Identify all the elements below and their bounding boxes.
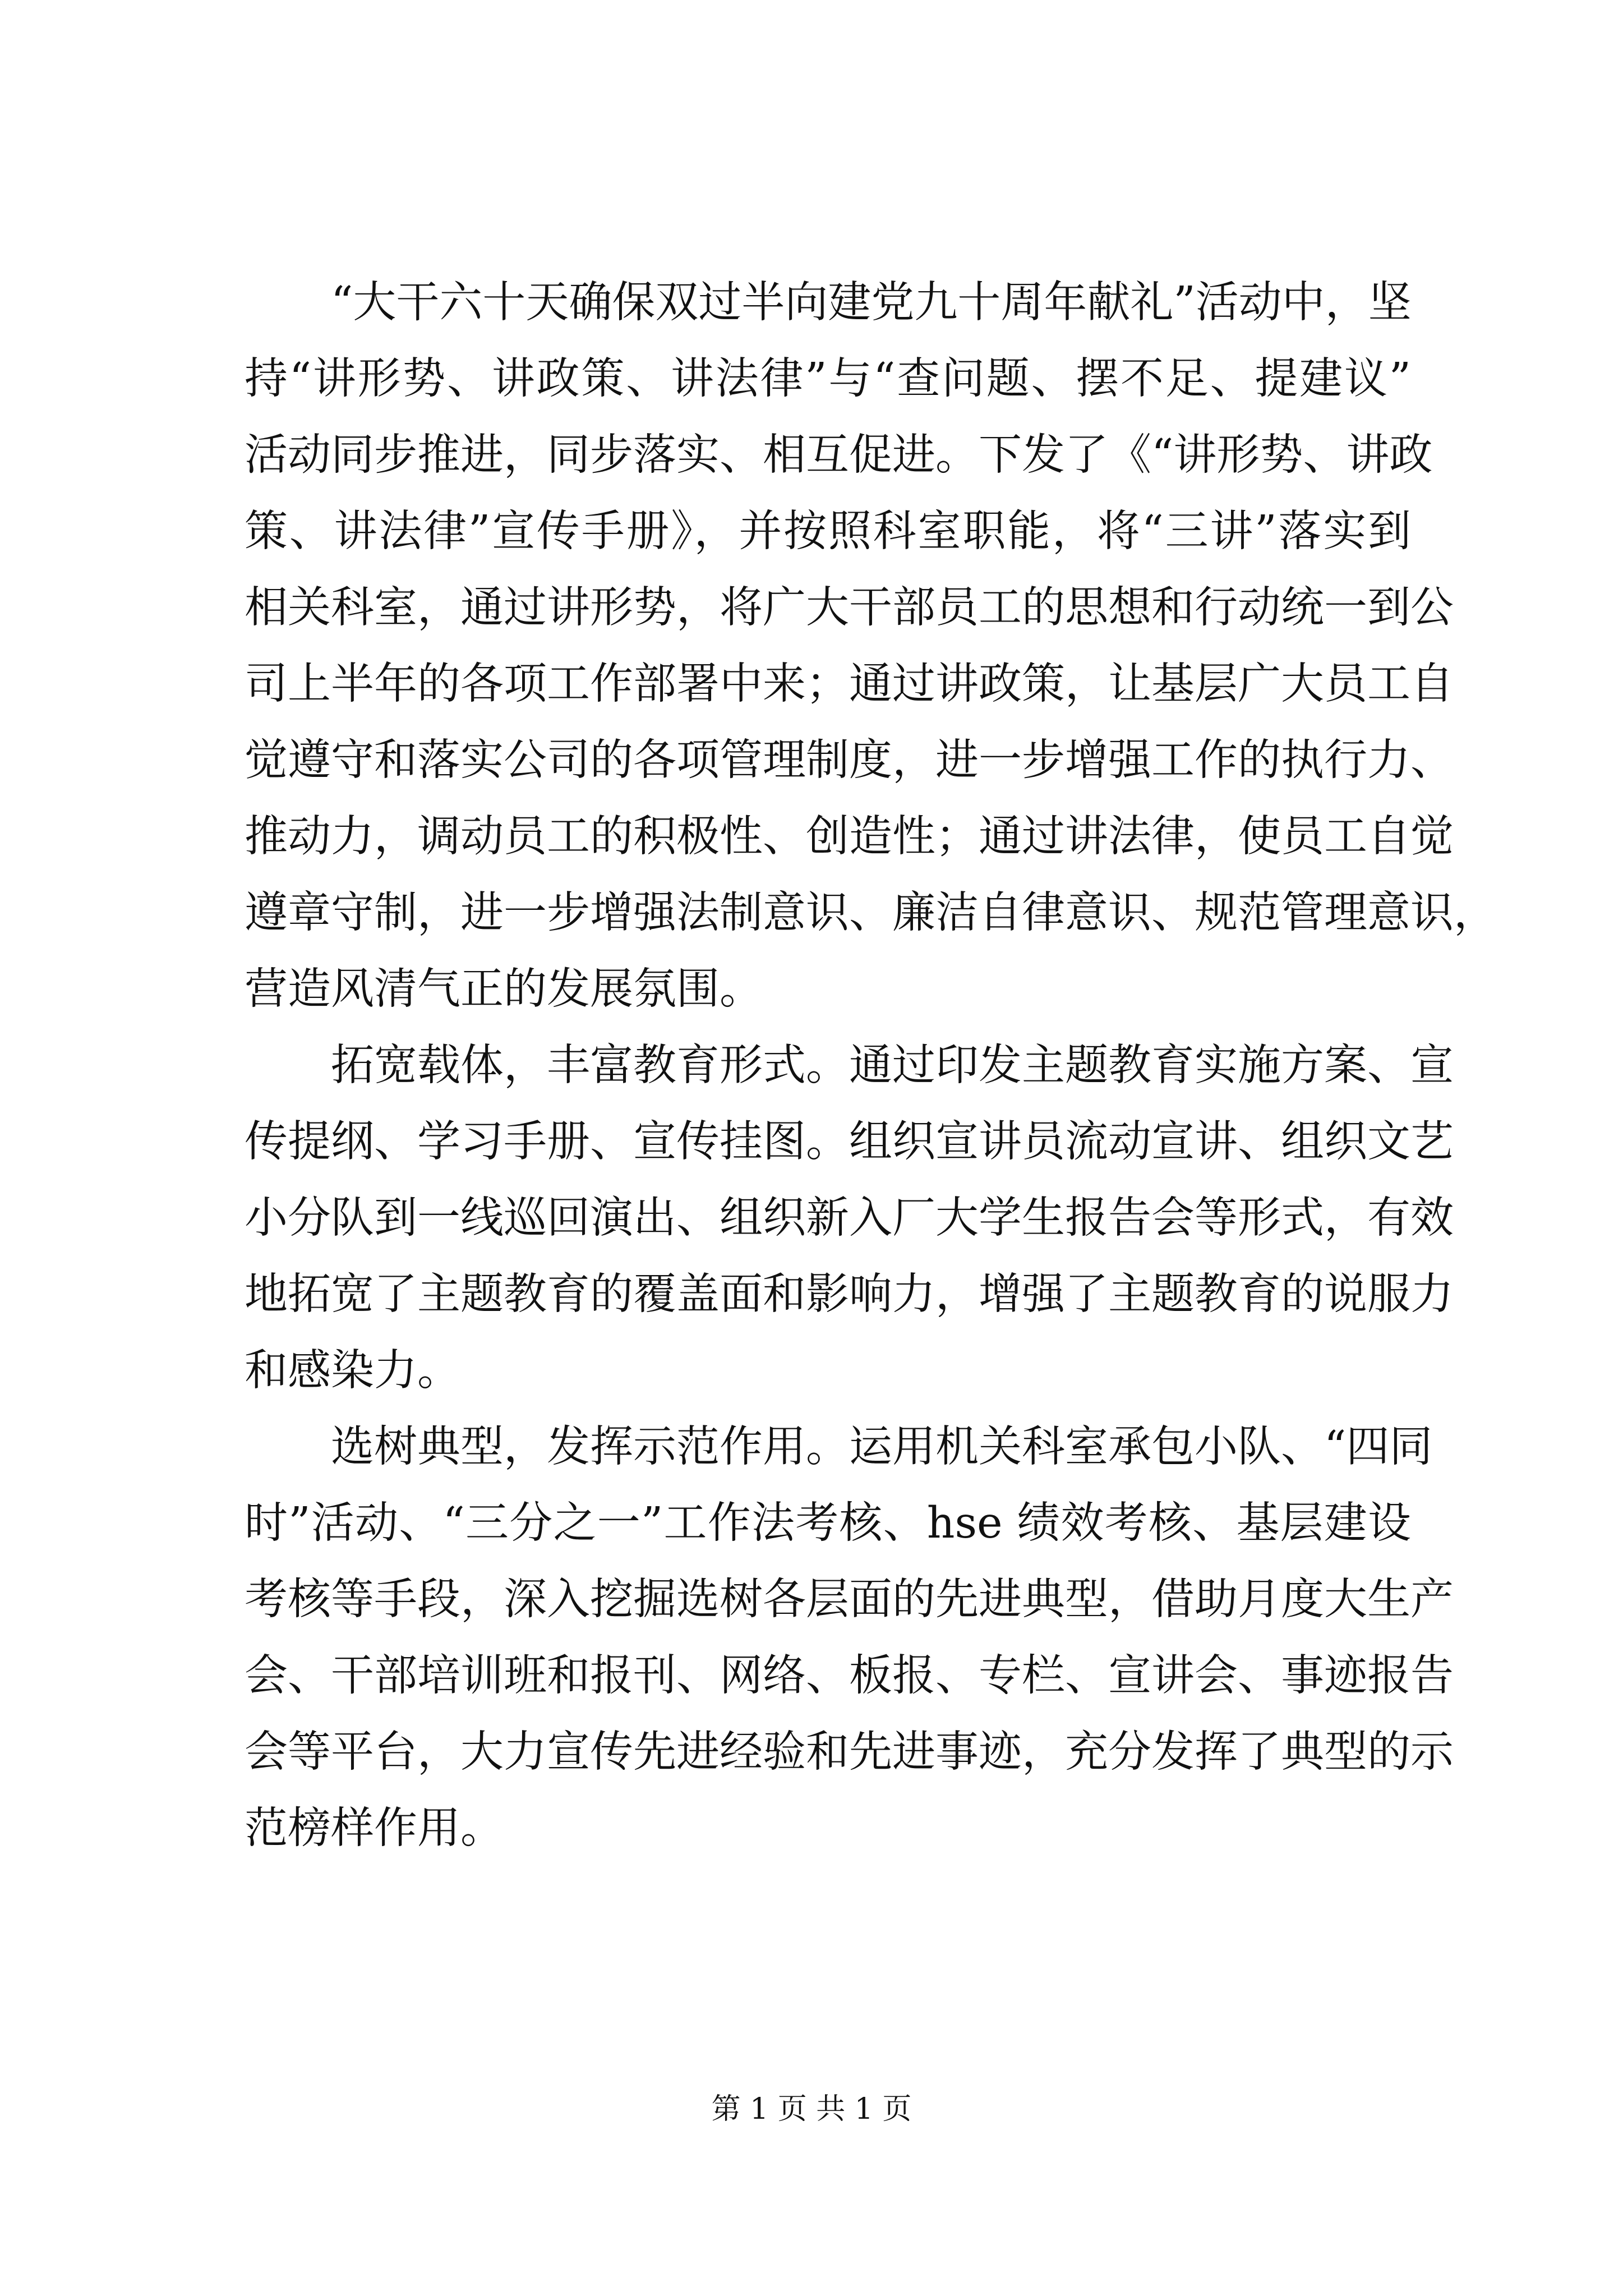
paragraph-1-line-1: “大干六十天确保双过半向建党九十周年献礼”活动中，坚 — [331, 278, 1412, 328]
paragraph-3-line-3: 考核等手段，深入挖掘选树各层面的先进典型，借助月度大生产 — [245, 1575, 1454, 1625]
paragraph-1-line-9: 遵章守制，进一步增强法制意识、廉洁自律意识、规范管理意识， — [245, 888, 1497, 938]
paragraph-1-line-7: 觉遵守和落实公司的各项管理制度，进一步增强工作的执行力、 — [245, 735, 1454, 785]
paragraph-2-line-3: 小分队到一线巡回演出、组织新入厂大学生报告会等形式，有效 — [245, 1193, 1454, 1243]
paragraph-1-line-3: 活动同步推进，同步落实、相互促进。下发了《“讲形势、讲政 — [245, 430, 1433, 480]
paragraph-3-line-5: 会等平台，大力宣传先进经验和先进事迹，充分发挥了典型的示 — [245, 1727, 1454, 1777]
paragraph-3-line-4: 会、干部培训班和报刊、网络、板报、专栏、宣讲会、事迹报告 — [245, 1651, 1454, 1701]
paragraph-1-line-5: 相关科室，通过讲形势，将广大干部员工的思想和行动统一到公 — [245, 583, 1454, 633]
paragraph-3-line-6: 范榜样作用。 — [245, 1803, 504, 1853]
page-number-footer: 第 1 页 共 1 页 — [711, 2092, 912, 2126]
document-body — [245, 265, 1497, 2060]
paragraph-2-line-5: 和感染力。 — [245, 1346, 460, 1396]
paragraph-1-line-8: 推动力，调动员工的积极性、创造性；通过讲法律，使员工自觉 — [245, 812, 1454, 862]
paragraph-1-line-6: 司上半年的各项工作部署中来；通过讲政策，让基层广大员工自 — [245, 659, 1454, 709]
paragraph-3-line-2: 时”活动、“三分之一”工作法考核、hse 绩效考核、基层建设 — [245, 1498, 1411, 1548]
paragraph-1-line-10: 营造风清气正的发展氛围。 — [245, 964, 763, 1014]
paragraph-1-line-2: 持“讲形势、讲政策、讲法律”与“查问题、摆不足、提建议” — [245, 354, 1411, 404]
paragraph-3-line-1: 选树典型，发挥示范作用。运用机关科室承包小队、“四同 — [331, 1422, 1433, 1472]
paragraph-2-line-4: 地拓宽了主题教育的覆盖面和影响力，增强了主题教育的说服力 — [245, 1269, 1454, 1319]
paragraph-2-line-1: 拓宽载体，丰富教育形式。通过印发主题教育实施方案、宣 — [331, 1041, 1454, 1091]
paragraph-1-line-4: 策、讲法律”宣传手册》，并按照科室职能，将“三讲”落实到 — [245, 507, 1411, 556]
paragraph-2-line-2: 传提纲、学习手册、宣传挂图。组织宣讲员流动宣讲、组织文艺 — [245, 1117, 1454, 1167]
